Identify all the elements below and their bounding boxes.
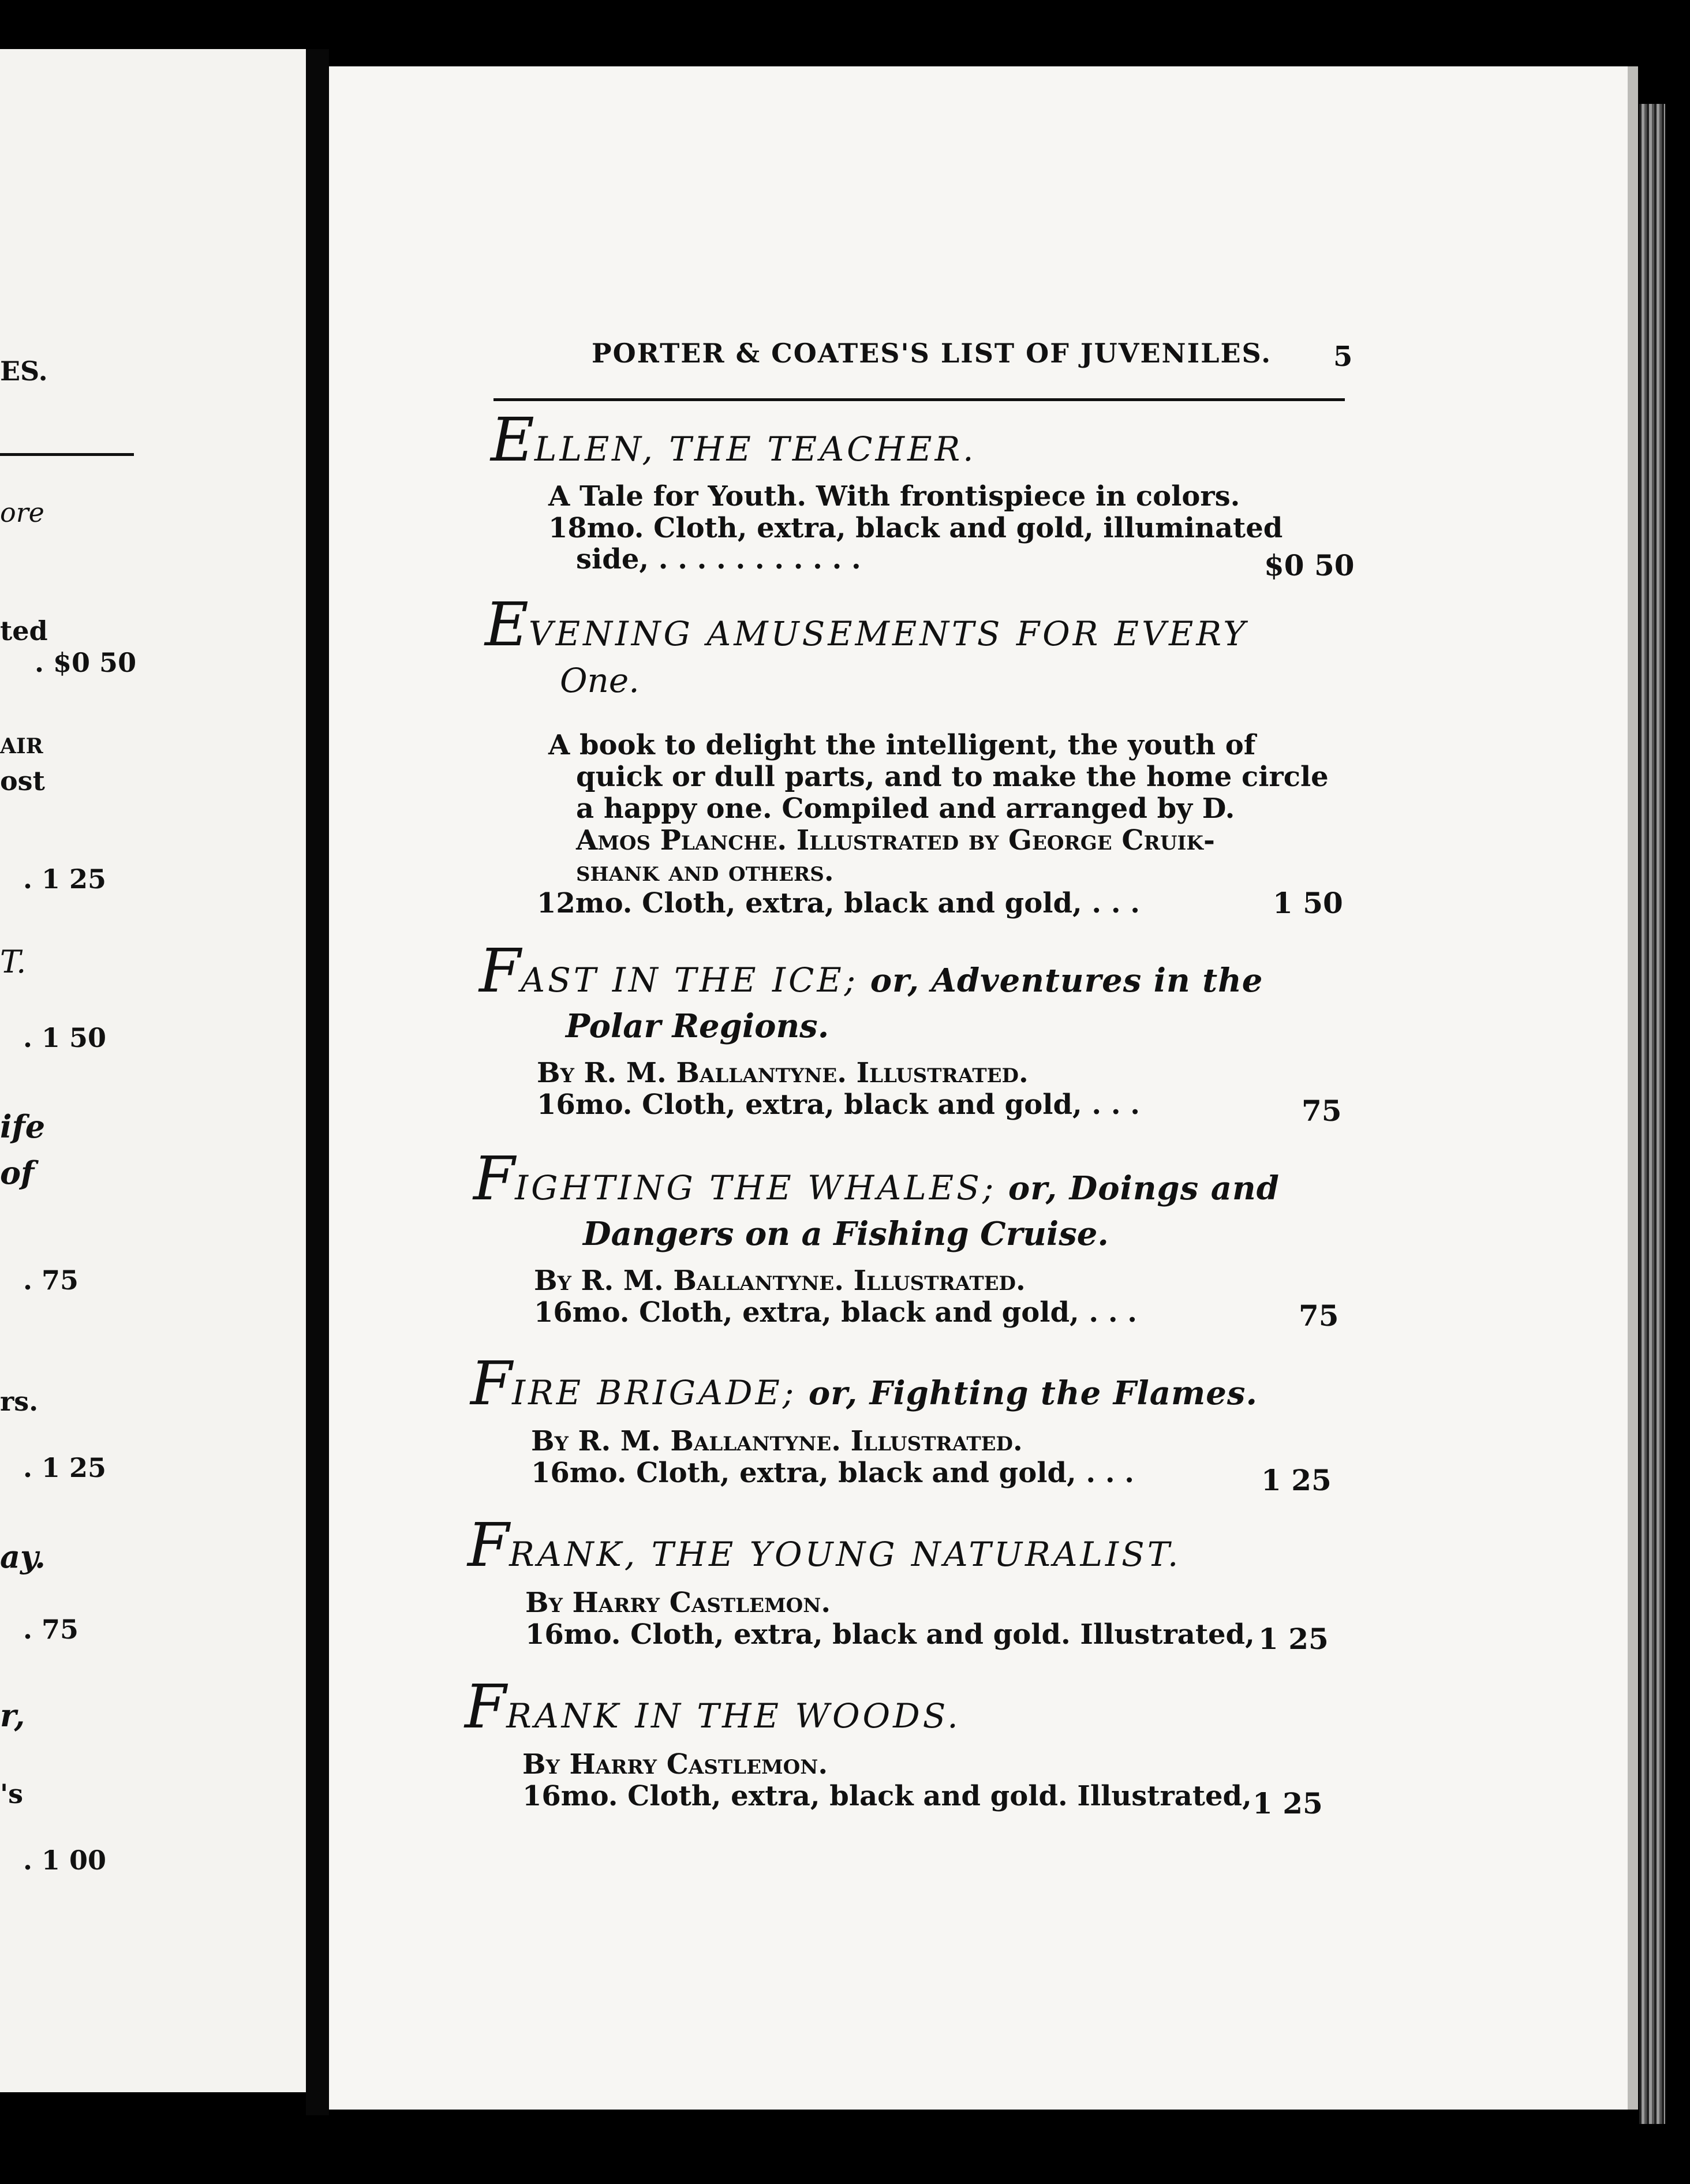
entry-price: 75 xyxy=(1299,1299,1339,1333)
left-fragment: 's xyxy=(0,1778,23,1809)
left-fragment: . 1 25 xyxy=(23,863,107,895)
left-page-rule xyxy=(0,453,134,456)
entry-price: $0 50 xyxy=(1264,548,1355,582)
entry-title: FIRE BRIGADE; or, Fighting the Flames. xyxy=(470,1348,1258,1419)
entry-title: FRANK, THE YOUNG NATURALIST. xyxy=(468,1510,1181,1580)
page-number: 5 xyxy=(1333,341,1353,373)
left-fragment: ted xyxy=(0,615,48,646)
entry-title-line2: One. xyxy=(560,660,640,700)
entry-description: A Tale for Youth. With frontispiece in colors. 18mo. Cloth, extra, black and gold, illuminated side, . . . . . . . . . . . xyxy=(548,480,1283,576)
left-fragment: r, xyxy=(0,1697,25,1734)
header-rule xyxy=(493,398,1345,401)
catalog-entry xyxy=(479,935,1368,1120)
entry-description: By Harry Castlemon. 16mo. Cloth, extra, black and gold. Illustrated, xyxy=(525,1586,1255,1651)
catalog-entry xyxy=(491,404,1379,575)
left-fragment: . 1 00 xyxy=(23,1845,107,1876)
entry-title-line2: Polar Regions. xyxy=(566,1007,829,1045)
left-fragment: . 1 25 xyxy=(23,1452,107,1483)
entry-description: By R. M. Ballantyne. Illustrated. 16mo. Cloth, extra, black and gold, . . . xyxy=(531,1424,1134,1489)
entry-title: FIGHTING THE WHALES; or, Doings and xyxy=(473,1143,1280,1214)
entry-title: FAST IN THE ICE; or, Adventures in the xyxy=(479,936,1263,1006)
left-fragment: . 75 xyxy=(23,1265,79,1296)
left-fragment: T. xyxy=(0,944,27,980)
entry-price: 1 25 xyxy=(1252,1786,1323,1820)
entry-title: EVENING AMUSEMENTS FOR EVERY xyxy=(485,589,1248,660)
left-fragment: . $0 50 xyxy=(35,647,137,678)
catalog-entry xyxy=(473,1143,1362,1328)
entry-description: A book to delight the intelligent, the youth of quick or dull parts, and to make the home circle a happy one. Compiled and arranged by D. Amos Planche. Illustrated by George Cruik- shank and others. 12mo. Cloth, extra, black and gold, . . . xyxy=(537,729,1329,919)
running-header: PORTER & COATES'S LIST OF JUVENILES. xyxy=(592,338,1272,369)
entry-title-line2: Dangers on a Fishing Cruise. xyxy=(583,1214,1109,1253)
catalog-entry xyxy=(468,1509,1356,1650)
left-page xyxy=(0,49,306,2092)
left-fragment: ay. xyxy=(0,1538,46,1575)
catalog-entry xyxy=(470,1348,1359,1489)
left-fragment: . 1 50 xyxy=(23,1022,107,1053)
entry-price: 1 25 xyxy=(1258,1622,1329,1656)
left-fragment: ore xyxy=(0,497,44,528)
catalog-entry xyxy=(465,1671,1354,1812)
left-fragment: ost xyxy=(0,765,45,796)
entry-price: 1 50 xyxy=(1273,886,1343,920)
left-fragment: of xyxy=(0,1154,35,1191)
left-fragment: AIR xyxy=(0,734,43,758)
left-fragment: . 75 xyxy=(23,1614,79,1645)
page-edges xyxy=(1639,104,1665,2124)
entry-title: ELLEN, THE TEACHER. xyxy=(491,405,977,475)
entry-description: By R. M. Ballantyne. Illustrated. 16mo. Cloth, extra, black and gold, . . . xyxy=(534,1264,1137,1329)
entry-title: FRANK IN THE WOODS. xyxy=(465,1671,961,1742)
entry-price: 1 25 xyxy=(1261,1463,1332,1497)
left-fragment: ife xyxy=(0,1108,46,1145)
book-spine xyxy=(306,49,329,2115)
entry-description: By R. M. Ballantyne. Illustrated. 16mo. Cloth, extra, black and gold, . . . xyxy=(537,1056,1140,1121)
entry-description: By Harry Castlemon. 16mo. Cloth, extra, black and gold. Illustrated, xyxy=(522,1748,1252,1812)
catalog-entry xyxy=(485,589,1374,919)
entry-price: 75 xyxy=(1302,1094,1342,1128)
left-fragment: rs. xyxy=(0,1386,39,1417)
left-fragment: ES. xyxy=(0,356,48,387)
